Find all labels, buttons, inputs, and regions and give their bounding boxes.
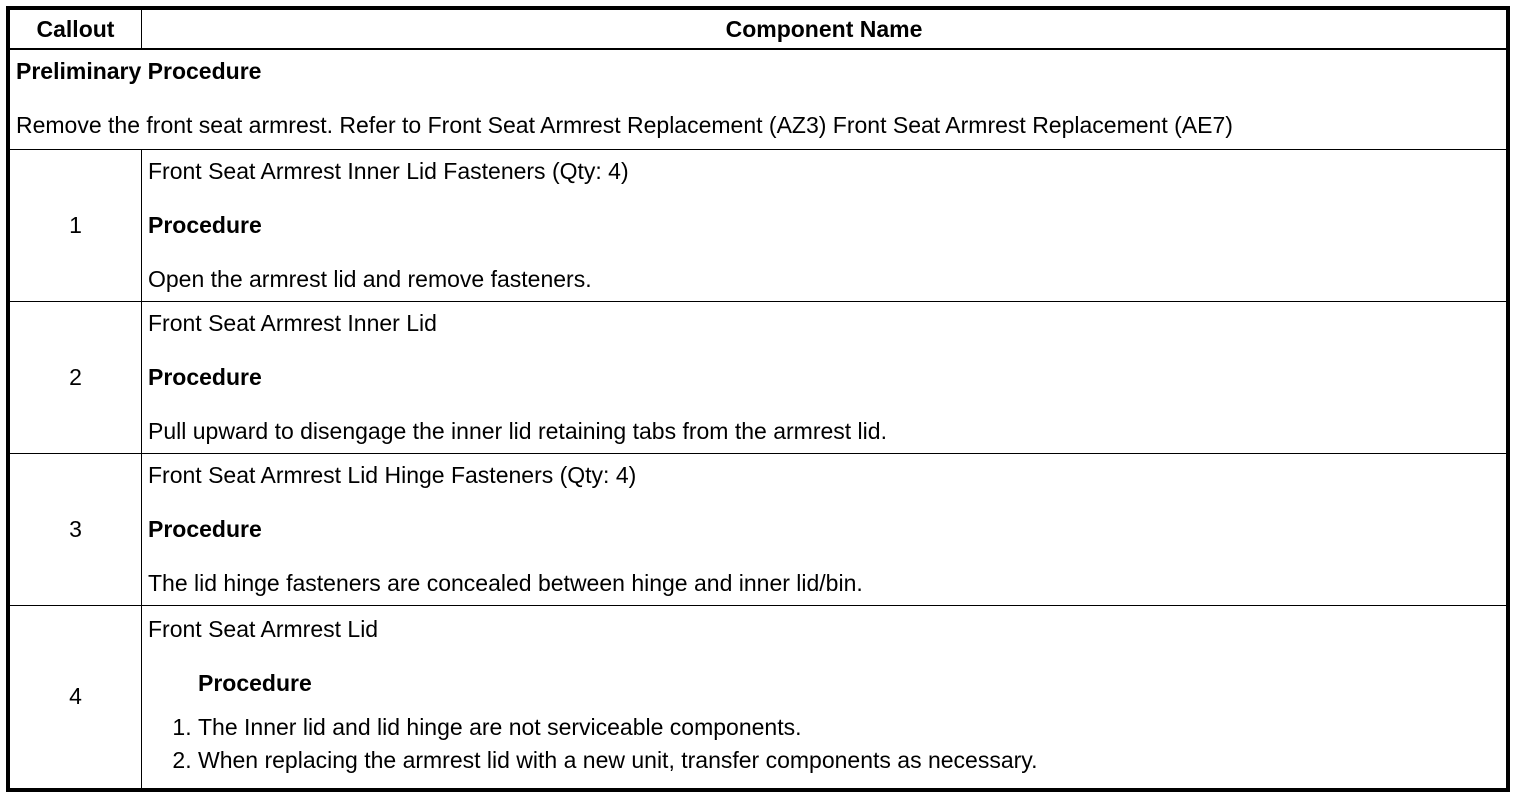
component-cell (142, 605, 1507, 789)
table-row (10, 453, 1507, 605)
component-cell (142, 149, 1507, 301)
procedure-label: Procedure (198, 670, 312, 697)
component-name: Front Seat Armrest Inner Lid Fasteners (Qty: 4) (148, 157, 629, 184)
procedure-steps-list (148, 711, 1500, 777)
preliminary-row (10, 49, 1507, 149)
procedure-text: Open the armrest lid and remove fasteners. (148, 265, 592, 292)
component-name: Front Seat Armrest Lid Hinge Fasteners (Qty: 4) (148, 461, 637, 488)
preliminary-title: Preliminary Procedure (16, 58, 262, 84)
table-row (10, 149, 1507, 301)
procedure-text: Pull upward to disengage the inner lid retaining tabs from the armrest lid. (148, 417, 887, 444)
callout-number: 3 (10, 453, 142, 605)
callout-number: 1 (10, 149, 142, 301)
component-cell (142, 453, 1507, 605)
component-name-header: Component Name (142, 10, 1507, 50)
procedure-label: Procedure (148, 515, 262, 542)
callout-header: Callout (10, 10, 142, 50)
procedure-table-frame (6, 6, 1510, 792)
table-header-row (10, 10, 1507, 50)
callout-number: 2 (10, 301, 142, 453)
procedure-text: The lid hinge fasteners are concealed between hinge and inner lid/bin. (148, 569, 863, 596)
procedure-step: 2. When replacing the armrest lid with a new unit, transfer components as necessary. (198, 744, 1500, 777)
procedure-step: 1. The Inner lid and lid hinge are not serviceable components. (198, 711, 1500, 744)
preliminary-cell (10, 49, 1507, 149)
procedure-table (9, 9, 1507, 789)
procedure-label: Procedure (148, 363, 262, 390)
table-row (10, 605, 1507, 789)
component-cell (142, 301, 1507, 453)
callout-number: 4 (10, 605, 142, 789)
procedure-label: Procedure (148, 211, 262, 238)
preliminary-text: Remove the front seat armrest. Refer to Front Seat Armrest Replacement (AZ3) Front Seat Armrest Replacement (AE7) (16, 112, 1233, 138)
table-row (10, 301, 1507, 453)
component-name: Front Seat Armrest Lid (148, 616, 379, 643)
component-name: Front Seat Armrest Inner Lid (148, 309, 437, 336)
